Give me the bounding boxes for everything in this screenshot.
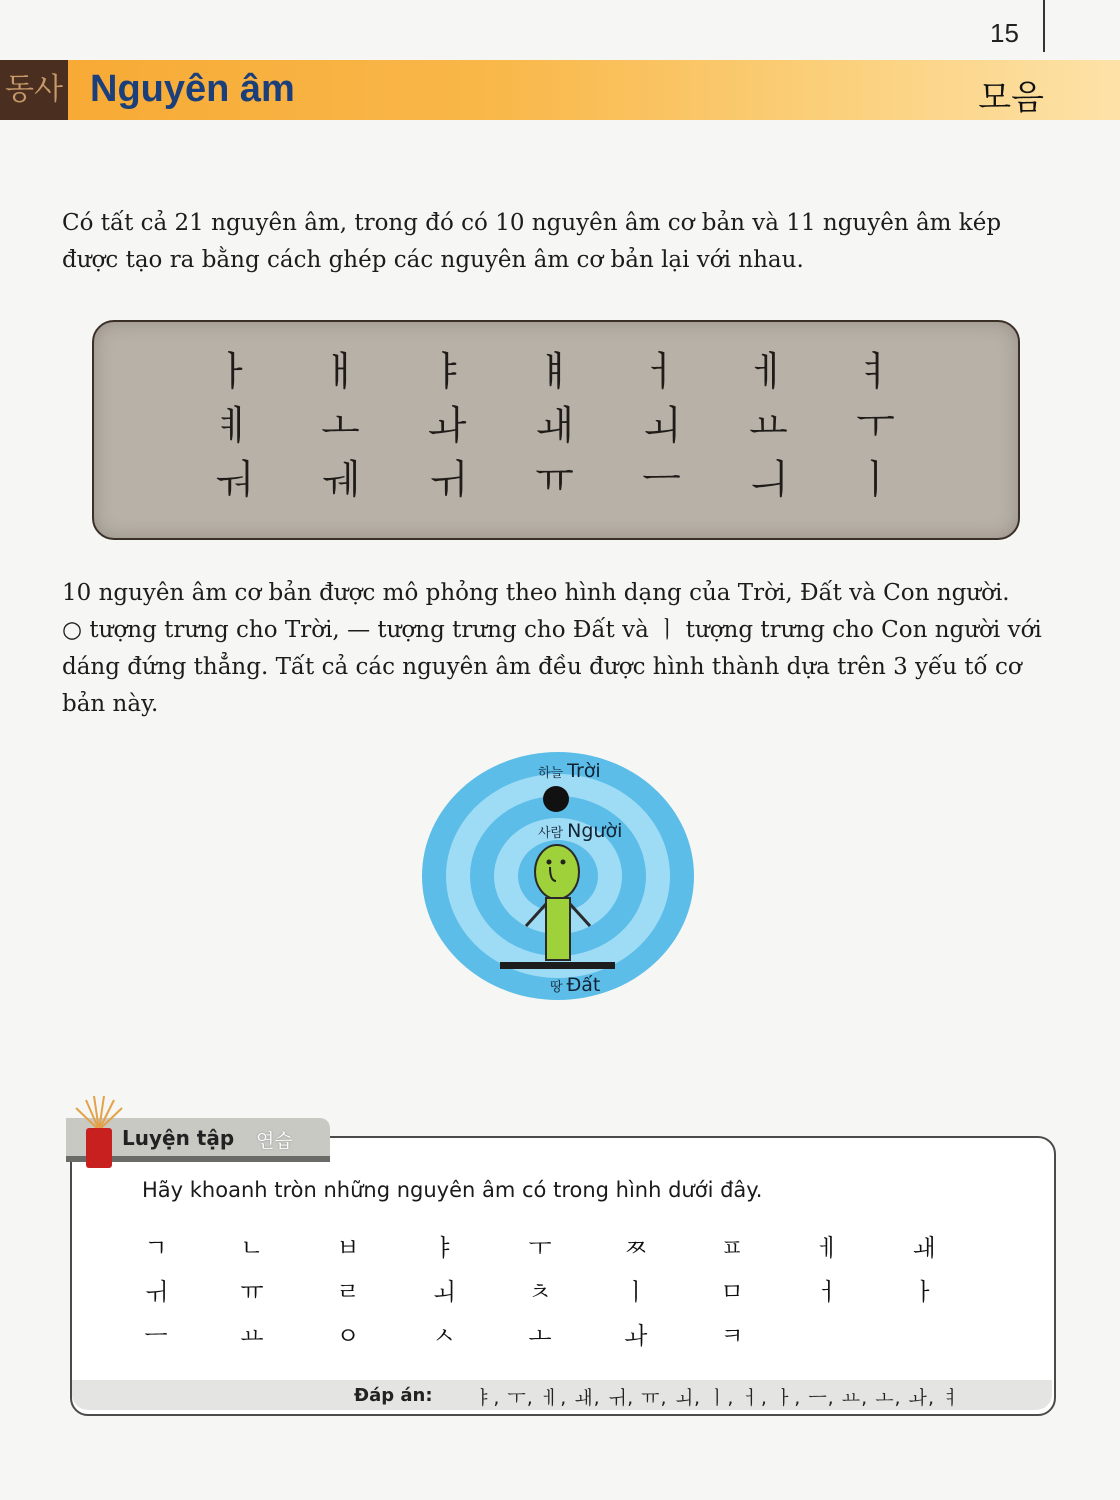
page-number: 15 [990, 18, 1019, 48]
vowel-item: ㅙ [535, 403, 574, 449]
practice-char[interactable]: ㅍ [720, 1234, 744, 1262]
sky-label: 하늘 Trời [538, 760, 601, 782]
practice-instruction: Hãy khoanh tròn những nguyên âm có trong hình dưới đây. [142, 1178, 763, 1202]
vowel-item: ㅠ [535, 457, 574, 503]
answer-text: ㅑ, ㅜ, ㅔ, ㅙ, ㅟ, ㅠ, ㅚ, ㅣ, ㅓ, ㅏ, ㅡ, ㅛ, ㅗ, ㅘ, ㅕ [474, 1387, 962, 1409]
vowel-item: ㅒ [535, 349, 574, 395]
practice-char[interactable]: ㅗ [528, 1322, 552, 1350]
practice-char[interactable]: ㅁ [720, 1278, 744, 1306]
heaven-earth-person-diagram [420, 752, 700, 1004]
vowel-grid [180, 345, 930, 507]
practice-char[interactable]: ㅇ [336, 1322, 360, 1350]
practice-char[interactable]: ㅠ [240, 1278, 264, 1306]
practice-char[interactable]: ㅋ [720, 1322, 744, 1350]
vowel-item: ㅚ [642, 403, 681, 449]
vowel-item: ㅗ [321, 403, 360, 449]
vowel-item: ㅞ [321, 457, 360, 503]
earth-label: 땅 Đất [550, 974, 601, 996]
practice-char[interactable]: ㄱ [144, 1234, 168, 1262]
page-title-korean: 모음 [978, 78, 1044, 118]
earth-bar [500, 962, 615, 969]
vowel-item: ㅐ [321, 349, 360, 395]
practice-char[interactable]: ㅚ [432, 1278, 456, 1306]
practice-char[interactable]: ㅅ [432, 1322, 456, 1350]
elements-paragraph [62, 575, 1052, 723]
practice-char[interactable]: ㅊ [528, 1278, 552, 1306]
practice-char[interactable]: ㄴ [240, 1234, 264, 1262]
intro-paragraph: Có tất cả 21 nguyên âm, trong đó có 10 nguyên âm cơ bản và 11 nguyên âm kép được tạo ra bằng cách ghép các nguyên âm cơ bản lại với nhau. [62, 210, 1002, 273]
vowel-item: ㅣ [856, 457, 895, 503]
practice-char[interactable]: ㅘ [624, 1322, 648, 1350]
vowel-item: ㅛ [749, 403, 788, 449]
elements-line1: 10 nguyên âm cơ bản được mô phỏng theo hình dạng của Trời, Đất và Con người. [62, 580, 1010, 606]
elements-seg2: tượng trưng cho Đất và [370, 617, 657, 643]
bar-symbol: ㅣ [656, 617, 679, 643]
vowel-item: ㅜ [856, 403, 895, 449]
page-rule [1043, 0, 1045, 52]
practice-char[interactable]: ㅔ [816, 1234, 840, 1262]
practice-char[interactable]: ㅑ [432, 1234, 456, 1262]
practice-char[interactable]: ㅙ [912, 1234, 936, 1262]
elements-seg1: tượng trưng cho Trời, [82, 617, 348, 643]
vowel-item: ㅏ [214, 349, 253, 395]
practice-title-korean: 연습 [256, 1130, 293, 1152]
header-tab: 동사 [0, 60, 68, 120]
sky-dot [543, 786, 569, 812]
practice-char[interactable]: ㅡ [144, 1322, 168, 1350]
dash-symbol: — [347, 617, 371, 643]
answer-label: Đáp án: [354, 1385, 433, 1406]
practice-char[interactable]: ㅂ [336, 1234, 360, 1262]
practice-char[interactable]: ㅛ [240, 1322, 264, 1350]
vowel-item: ㅑ [428, 349, 467, 395]
practice-char[interactable]: ㅉ [624, 1234, 648, 1262]
vowel-item: ㅝ [214, 457, 253, 503]
person-label: 사람 Người [538, 820, 623, 842]
vowel-item: ㅖ [214, 403, 253, 449]
practice-char[interactable]: ㅓ [816, 1278, 840, 1306]
vowel-item: ㅡ [642, 457, 681, 503]
circle-symbol: ○ [62, 617, 83, 643]
elements-seg3: tượng trưng cho Con người với dáng đứng thẳng. Tất cả các nguyên âm đều được hình thành dựa trên 3 yếu tố cơ bản này. [62, 617, 1042, 717]
vowel-item: ㅢ [749, 457, 788, 503]
vowel-item: ㅕ [856, 349, 895, 395]
diagram-illustration [420, 752, 700, 1004]
practice-char[interactable]: ㅏ [912, 1278, 936, 1306]
practice-grid [108, 1226, 988, 1358]
page-title: Nguyên âm [90, 68, 295, 110]
practice-char[interactable]: ㄹ [336, 1278, 360, 1306]
practice-char[interactable]: ㅜ [528, 1234, 552, 1262]
vowel-item: ㅔ [749, 349, 788, 395]
vowel-item: ㅟ [428, 457, 467, 503]
practice-char[interactable]: ㅣ [624, 1278, 648, 1306]
practice-char[interactable]: ㅟ [144, 1278, 168, 1306]
vowel-item: ㅓ [642, 349, 681, 395]
vowel-item: ㅘ [428, 403, 467, 449]
practice-title: Luyện tập [122, 1126, 235, 1150]
